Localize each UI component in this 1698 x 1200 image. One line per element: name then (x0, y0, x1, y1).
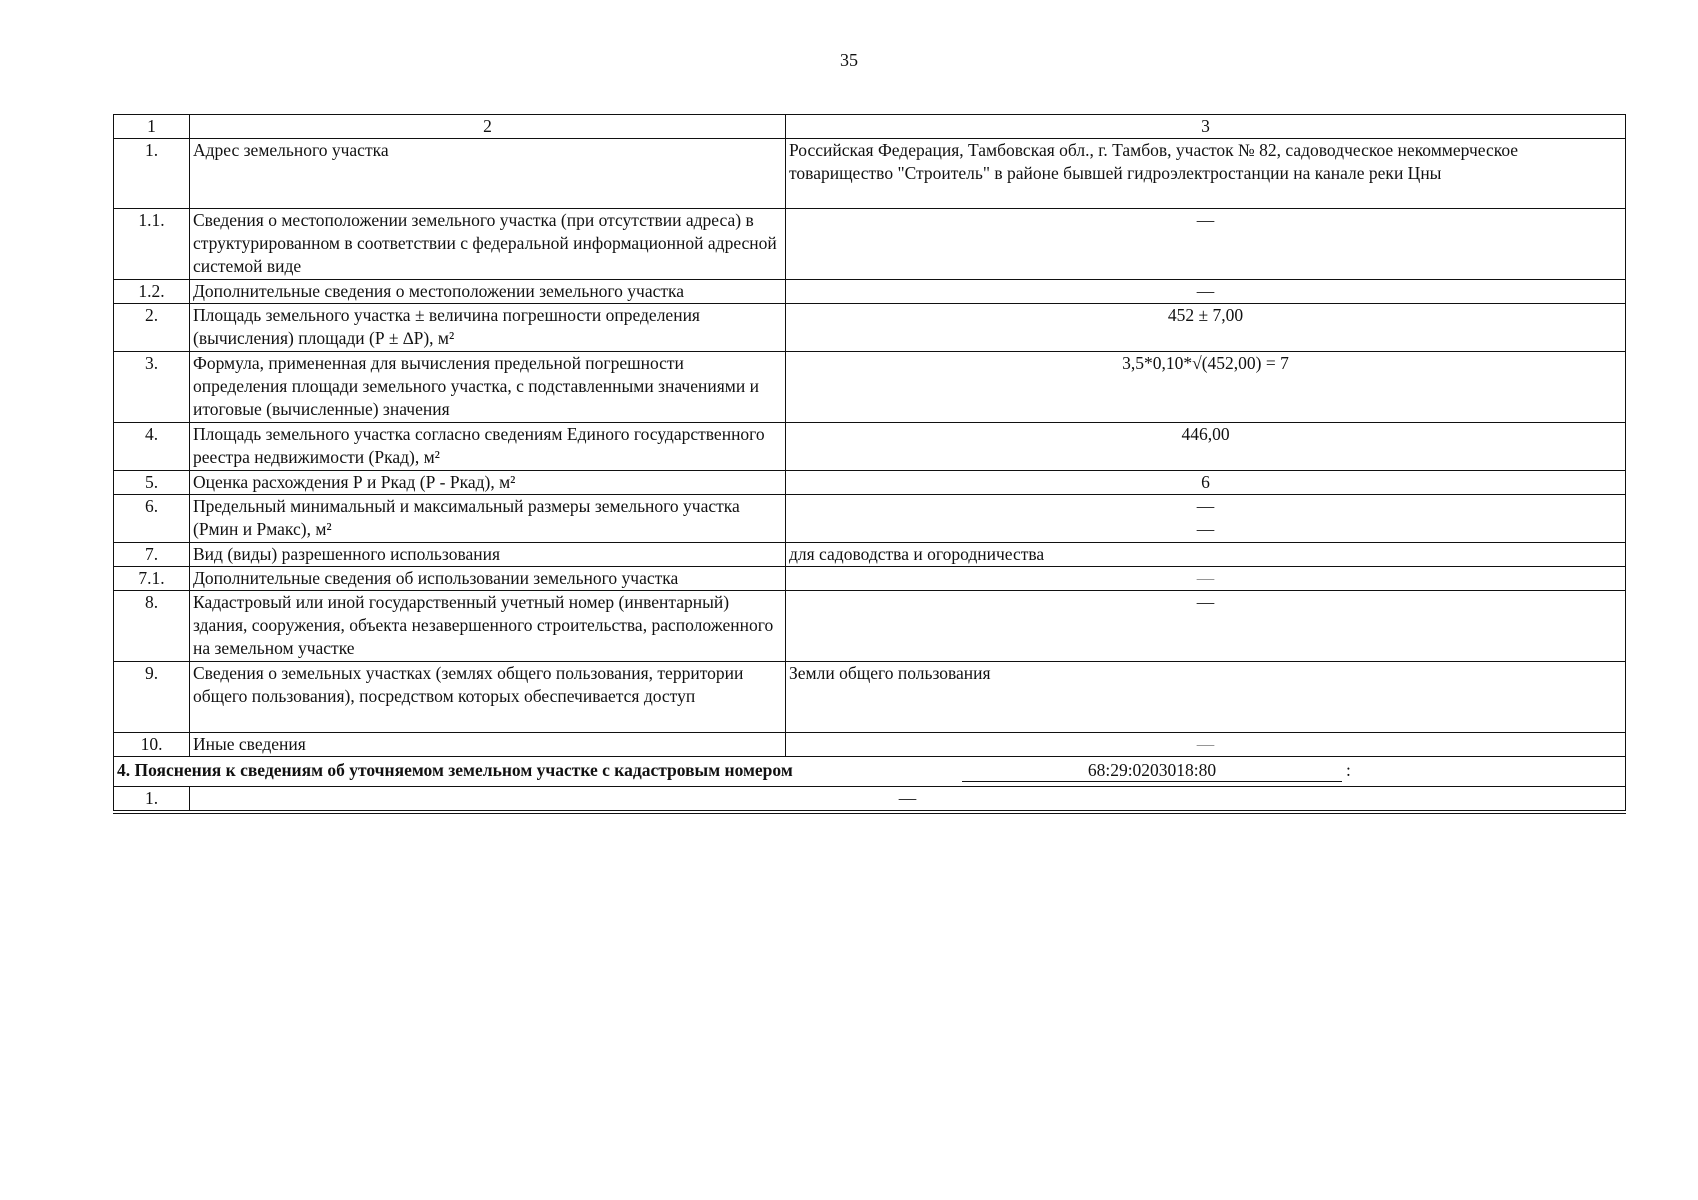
row-number: 1. (114, 787, 190, 813)
cadastral-number: 68:29:0203018:80 (962, 759, 1342, 782)
row-number: 6. (114, 495, 190, 543)
row-value: — (190, 787, 1626, 813)
min-size-value: — (1196, 496, 1215, 516)
section-4-header-row (114, 757, 1626, 787)
table-row (114, 304, 1626, 352)
row-value: — (786, 209, 1626, 280)
page-number: 35 (840, 50, 858, 70)
row-value: 6 (786, 471, 1626, 495)
table-row (114, 543, 1626, 567)
row-value: — (786, 733, 1626, 757)
table-row (114, 567, 1626, 591)
table-row (114, 280, 1626, 304)
table-row (114, 352, 1626, 423)
row-value: 3,5*0,10*√(452,00) = 7 (786, 352, 1626, 423)
row-label: Сведения о местоположении земельного участка (при отсутствии адреса) в структурированном в соответствии с федеральной информационной адресной системой виде (190, 209, 786, 280)
table-row (114, 662, 1626, 733)
row-value: — (786, 280, 1626, 304)
row-number: 10. (114, 733, 190, 757)
row-label: Предельный минимальный и максимальный размеры земельного участка (Рмин и Рмакс), м² (190, 495, 786, 543)
row-label: Оценка расхождения Р и Ркад (Р - Ркад), м² (190, 471, 786, 495)
row-label: Площадь земельного участка согласно сведениям Единого государственного реестра недвижимости (Ркад), м² (190, 423, 786, 471)
section-4-title: 4. Пояснения к сведениям об уточняемом земельном участке с кадастровым номером (117, 760, 793, 780)
table-row (114, 495, 1626, 543)
row-number: 1.1. (114, 209, 190, 280)
row-value: 446,00 (786, 423, 1626, 471)
row-label: Адрес земельного участка (190, 139, 786, 209)
row-number: 7.1. (114, 567, 190, 591)
table-row (114, 139, 1626, 209)
row-value: Российская Федерация, Тамбовская обл., г. Тамбов, участок № 82, садоводческое некоммерческое товарищество "Строитель" в районе бывшей гидроэлектростанции на канале реки Цны (786, 139, 1626, 209)
row-label: Формула, примененная для вычисления предельной погрешности определения площади земельного участка, с подставленными значениями и итоговые (вычисленные) значения (190, 352, 786, 423)
row-label: Дополнительные сведения о местоположении земельного участка (190, 280, 786, 304)
column-header: 1 (114, 115, 190, 139)
land-plot-info-table (113, 114, 1626, 814)
table-row (114, 471, 1626, 495)
row-number: 7. (114, 543, 190, 567)
max-size-value: — (1196, 519, 1215, 539)
column-header: 3 (786, 115, 1626, 139)
table-row (114, 591, 1626, 662)
row-number: 8. (114, 591, 190, 662)
row-label: Иные сведения (190, 733, 786, 757)
table-row (114, 209, 1626, 280)
row-number: 2. (114, 304, 190, 352)
table-header-row (114, 115, 1626, 139)
row-label: Сведения о земельных участках (землях общего пользования, территории общего пользования), посредством которых обеспечивается доступ (190, 662, 786, 733)
row-value: — (786, 591, 1626, 662)
row-value (786, 495, 1626, 543)
row-number: 5. (114, 471, 190, 495)
row-value: — (786, 567, 1626, 591)
row-number: 9. (114, 662, 190, 733)
row-number: 4. (114, 423, 190, 471)
row-number: 3. (114, 352, 190, 423)
row-number: 1.2. (114, 280, 190, 304)
row-label: Площадь земельного участка ± величина погрешности определения (вычисления) площади (Р ± ∆Р), м² (190, 304, 786, 352)
row-label: Кадастровый или иной государственный учетный номер (инвентарный) здания, сооружения, объекта незавершенного строительства, расположенного на земельном участке (190, 591, 786, 662)
row-value: 452 ± 7,00 (786, 304, 1626, 352)
column-header: 2 (190, 115, 786, 139)
table-row (114, 733, 1626, 757)
row-label: Дополнительные сведения об использовании земельного участка (190, 567, 786, 591)
cadastral-colon: : (1346, 760, 1351, 780)
row-label: Вид (виды) разрешенного использования (190, 543, 786, 567)
table-row (114, 423, 1626, 471)
row-value: Земли общего пользования (786, 662, 1626, 733)
section-4-header (114, 757, 1626, 787)
row-number: 1. (114, 139, 190, 209)
table-row (114, 787, 1626, 813)
row-value: для садоводства и огородничества (786, 543, 1626, 567)
